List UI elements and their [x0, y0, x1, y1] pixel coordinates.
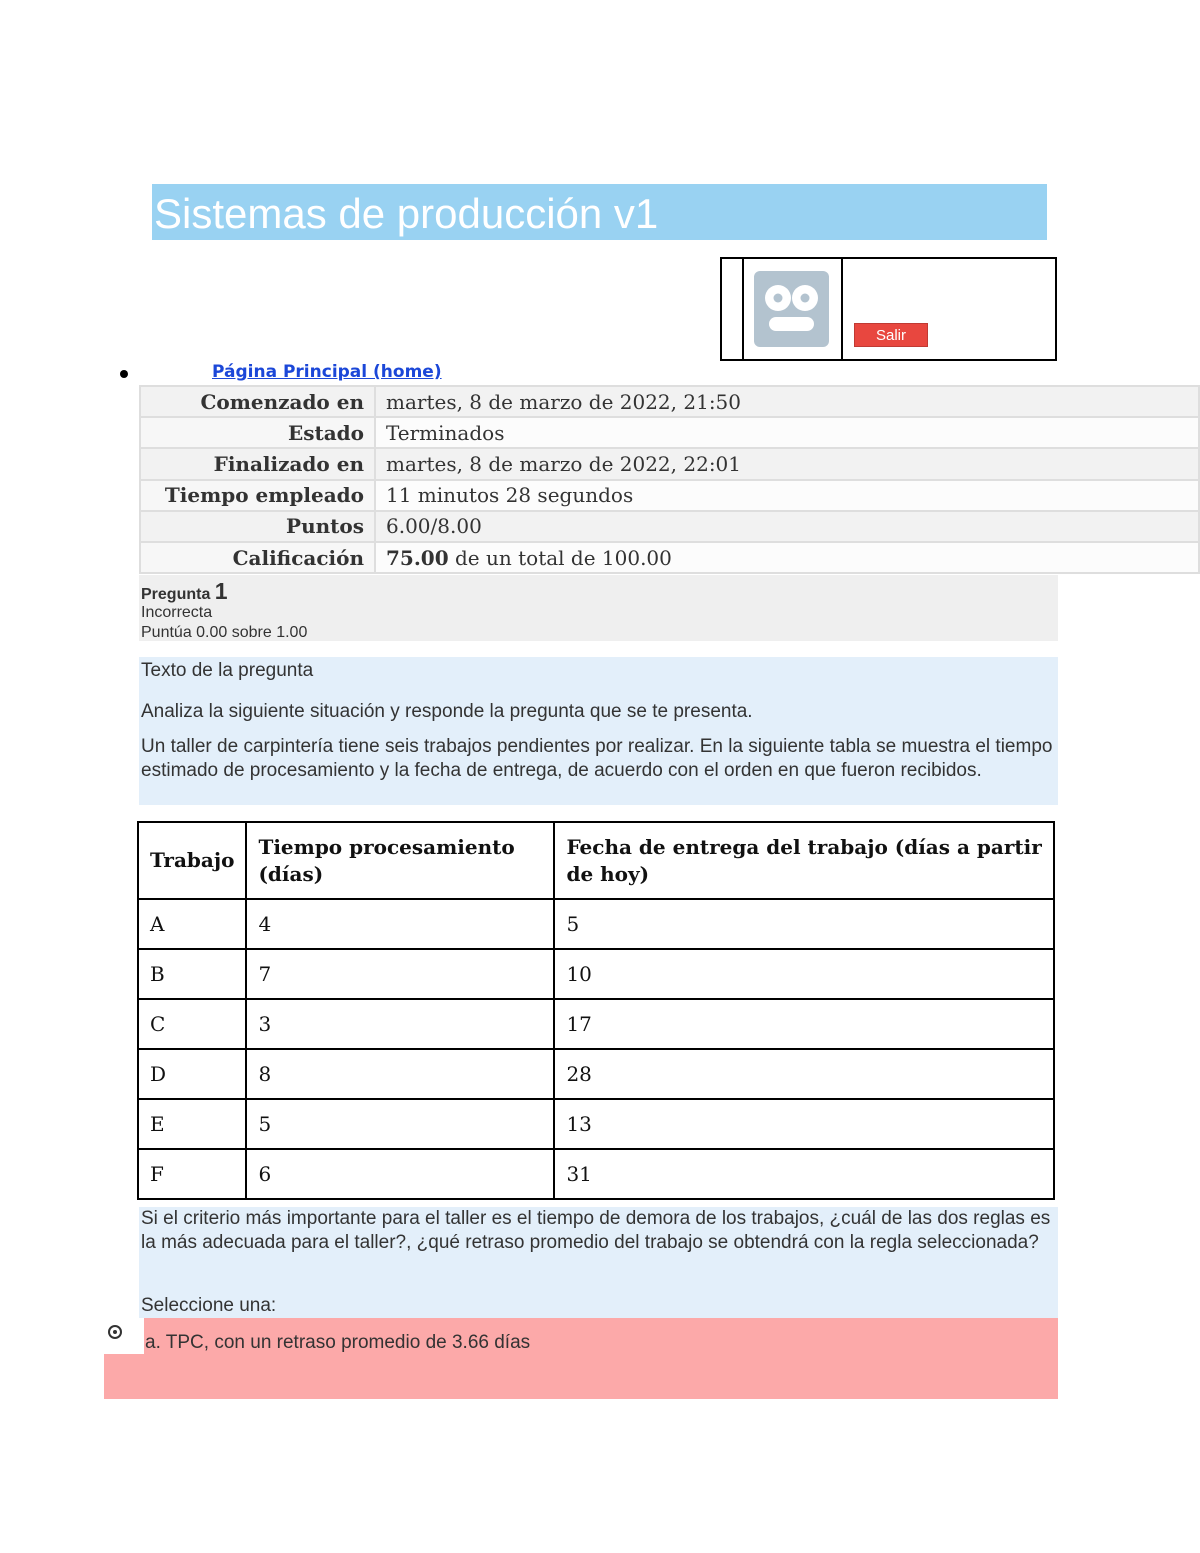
- home-link[interactable]: Página Principal (home): [212, 362, 442, 382]
- due-date-cell: 28: [554, 1049, 1054, 1099]
- table-row: [138, 1099, 1054, 1149]
- logout-button[interactable]: Salir: [854, 323, 928, 347]
- jobs-header-due-date: Fecha de entrega del trabajo (días a partir de hoy): [554, 822, 1054, 899]
- summary-row: [140, 511, 1199, 542]
- nav-bullet: [120, 370, 128, 378]
- grade-value: 75.00: [386, 545, 449, 570]
- jobs-header-job: Trabajo: [138, 822, 246, 899]
- job-cell: D: [138, 1049, 246, 1099]
- processing-time-cell: 8: [246, 1049, 554, 1099]
- summary-value: martes, 8 de marzo de 2022, 22:01: [375, 448, 1199, 479]
- answer-option-a[interactable]: [104, 1318, 1058, 1399]
- avatar-face-icon: [754, 271, 829, 347]
- job-cell: E: [138, 1099, 246, 1149]
- question-text-heading: Texto de la pregunta: [141, 660, 314, 681]
- due-date-cell: 5: [554, 899, 1054, 949]
- attempt-summary-table: [139, 385, 1200, 574]
- summary-label: Calificación: [140, 542, 375, 573]
- answer-a-label[interactable]: a. TPC, con un retraso promedio de 3.66 días: [145, 1332, 531, 1353]
- processing-time-cell: 6: [246, 1149, 554, 1199]
- due-date-cell: 17: [554, 999, 1054, 1049]
- user-menu: [720, 257, 1057, 361]
- question-score: Puntúa 0.00 sobre 1.00: [141, 624, 308, 641]
- summary-row: [140, 448, 1199, 479]
- summary-value: 11 minutos 28 segundos: [375, 480, 1199, 511]
- summary-value: [375, 542, 1199, 573]
- table-row: [138, 1149, 1054, 1199]
- summary-value: 6.00/8.00: [375, 511, 1199, 542]
- question-status: Incorrecta: [141, 604, 213, 621]
- summary-label: Comenzado en: [140, 386, 375, 417]
- table-row: [138, 949, 1054, 999]
- select-one-label: Seleccione una:: [141, 1295, 277, 1316]
- question-number-value: 1: [214, 578, 228, 604]
- due-date-cell: 13: [554, 1099, 1054, 1149]
- processing-time-cell: 5: [246, 1099, 554, 1149]
- summary-label: Estado: [140, 417, 375, 448]
- answer-a-radio[interactable]: [108, 1325, 122, 1339]
- due-date-cell: 31: [554, 1149, 1054, 1199]
- summary-row: [140, 386, 1199, 417]
- table-row: [138, 1049, 1054, 1099]
- table-row: [138, 999, 1054, 1049]
- processing-time-cell: 7: [246, 949, 554, 999]
- question-number: [141, 578, 228, 605]
- jobs-header-row: [138, 822, 1054, 899]
- jobs-table: [137, 821, 1055, 1200]
- table-row: [138, 899, 1054, 949]
- grade-total: de un total de 100.00: [448, 545, 672, 570]
- summary-row: [140, 542, 1199, 573]
- summary-value: Terminados: [375, 417, 1199, 448]
- processing-time-cell: 4: [246, 899, 554, 949]
- question-label: Pregunta: [141, 586, 211, 603]
- avatar[interactable]: [754, 271, 829, 347]
- page-title: Sistemas de producción v1: [154, 190, 659, 237]
- summary-row: [140, 417, 1199, 448]
- question-prompt: Si el criterio más importante para el taller es el tiempo de demora de los trabajos, ¿cuál de las dos reglas es la más adecuada para el taller?, ¿qué retraso promedio del trabajo se obtendrá con la regla seleccionada?: [141, 1208, 1051, 1253]
- due-date-cell: 10: [554, 949, 1054, 999]
- question-situation: Un taller de carpintería tiene seis trabajos pendientes por realizar. En la siguiente tabla se muestra el tiempo estimado de procesamiento y la fecha de entrega, de acuerdo con el orden en que fueron recibidos.: [141, 736, 1053, 781]
- summary-value: martes, 8 de marzo de 2022, 21:50: [375, 386, 1199, 417]
- job-cell: F: [138, 1149, 246, 1199]
- summary-row: [140, 480, 1199, 511]
- question-intro: Analiza la siguiente situación y responde la pregunta que se te presenta.: [141, 701, 753, 722]
- job-cell: B: [138, 949, 246, 999]
- jobs-header-processing-time: Tiempo procesamiento (días): [246, 822, 554, 899]
- job-cell: A: [138, 899, 246, 949]
- user-menu-spacer: [722, 259, 744, 359]
- processing-time-cell: 3: [246, 999, 554, 1049]
- avatar-cell: [744, 259, 843, 359]
- summary-label: Puntos: [140, 511, 375, 542]
- summary-label: Finalizado en: [140, 448, 375, 479]
- job-cell: C: [138, 999, 246, 1049]
- summary-label: Tiempo empleado: [140, 480, 375, 511]
